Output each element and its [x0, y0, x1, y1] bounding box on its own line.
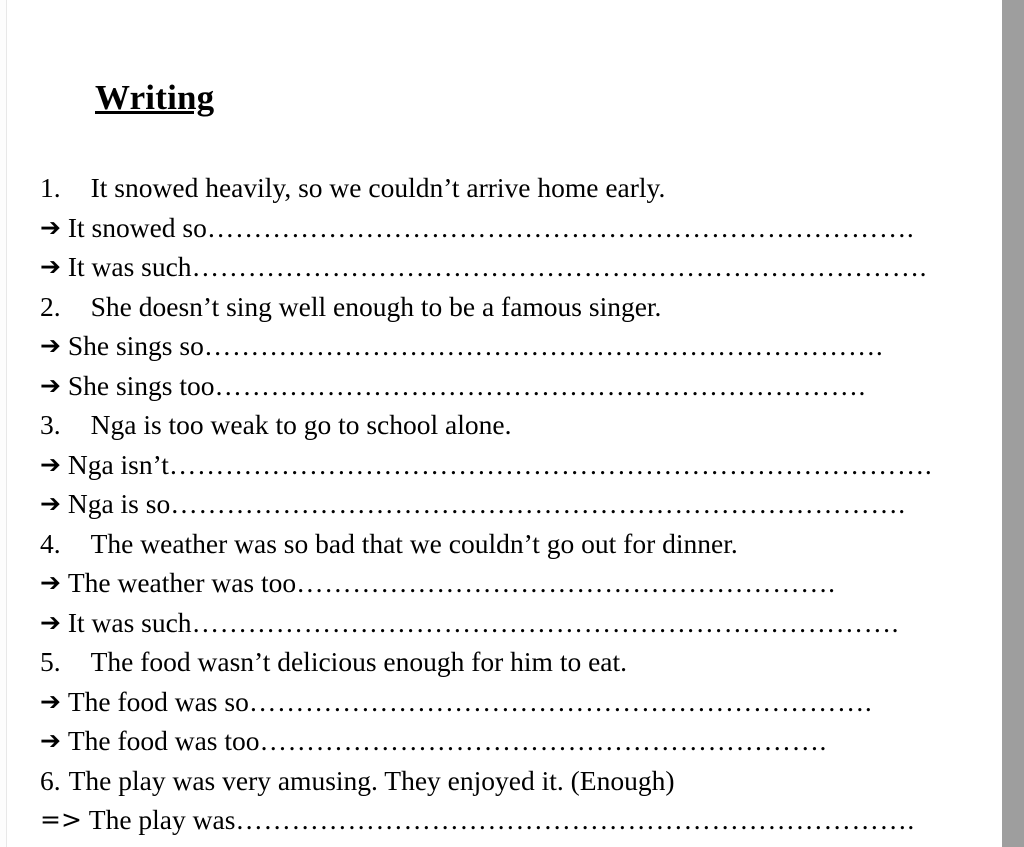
- exercise-answer-blank[interactable]: [40, 484, 1002, 524]
- answer-stem-text: She sings so: [67, 330, 204, 361]
- arrow-icon: ➔: [40, 331, 61, 360]
- marker-gap: [61, 449, 68, 480]
- answer-stem-text: The play was: [88, 804, 236, 835]
- question-number: 1.: [40, 172, 61, 203]
- arrow-icon: ➔: [40, 449, 61, 479]
- exercise-answer-blank[interactable]: [40, 247, 1002, 287]
- answer-dotted-line[interactable]: ……………………………………………………………….: [203, 330, 884, 361]
- exercise-answer-blank[interactable]: [40, 445, 1002, 485]
- exercise-question: [40, 287, 1002, 327]
- question-number: 5.: [40, 646, 61, 677]
- exercise-answer-blank[interactable]: [40, 721, 1002, 761]
- arrow-icon: ➔: [40, 489, 61, 518]
- exercise-question: [40, 405, 1002, 445]
- answer-dotted-line[interactable]: ………………………………………………………….: [248, 685, 873, 717]
- answer-dotted-line[interactable]: ………………………………………………….: [296, 567, 836, 598]
- marker-gap: [61, 725, 68, 756]
- exercise-answer-blank[interactable]: [40, 563, 1002, 603]
- answer-dotted-line[interactable]: ……………………………………………………………….: [235, 804, 915, 835]
- question-indent: [69, 642, 91, 682]
- question-number: 3.: [40, 409, 61, 440]
- arrow-icon: ➔: [40, 726, 61, 755]
- marker-gap: [61, 212, 68, 243]
- exercise-answer-blank[interactable]: [40, 682, 1002, 722]
- document-content: [40, 0, 1002, 847]
- marker-gap: [61, 330, 68, 361]
- marker-gap: [82, 804, 89, 835]
- exercise-answer-blank[interactable]: [40, 208, 1002, 248]
- exercise-question: [40, 524, 1002, 564]
- question-text: The play was very amusing. They enjoyed it. (Enough): [68, 764, 675, 796]
- answer-dotted-line[interactable]: ……………………………………………………………………….: [168, 448, 933, 480]
- question-text: The food wasn’t delicious enough for him to eat.: [90, 646, 628, 677]
- marker-gap: [61, 370, 68, 401]
- answer-stem-text: She sings too: [67, 369, 215, 401]
- answer-stem-text: It was such: [67, 606, 192, 638]
- question-text: The weather was so bad that we couldn’t go out for dinner.: [90, 527, 738, 559]
- exercise-answer-blank[interactable]: [40, 800, 1002, 840]
- answer-dotted-line[interactable]: ………………………………………………………………….: [206, 211, 915, 243]
- question-number: 2.: [40, 290, 61, 322]
- arrow-icon: ➔: [40, 370, 61, 400]
- marker-gap: [61, 488, 68, 519]
- exercise-question: [40, 761, 1002, 801]
- page-right-edge-shadow: [1002, 0, 1024, 847]
- exercise-answer-blank[interactable]: [40, 603, 1002, 643]
- question-text: It snowed heavily, so we couldn’t arrive home early.: [90, 172, 666, 203]
- question-text: She doesn’t sing well enough to be a famous singer.: [90, 290, 662, 322]
- arrow-icon: ➔: [40, 607, 61, 637]
- exercise-answer-blank[interactable]: [40, 366, 1002, 406]
- answer-stem-text: Nga is so: [67, 488, 171, 519]
- answer-dotted-line[interactable]: …………………………………………………………….: [214, 369, 866, 401]
- answer-stem-text: Nga isn’t: [67, 448, 169, 480]
- exercise-list: [40, 168, 1002, 840]
- answer-stem-text: It snowed so: [67, 211, 207, 243]
- question-text: Nga is too weak to go to school alone.: [90, 409, 512, 440]
- answer-dotted-line[interactable]: ………………………………………………………………….: [191, 606, 899, 638]
- answer-dotted-line[interactable]: …………………………………………………………………….: [191, 251, 927, 282]
- marker-gap: [61, 686, 68, 717]
- marker-gap: [61, 567, 68, 598]
- answer-stem-text: The food was so: [67, 685, 249, 717]
- marker-gap: [61, 607, 68, 638]
- page-title: Writing: [95, 78, 215, 117]
- exercise-question: [40, 642, 1002, 682]
- exercise-question: [40, 168, 1002, 208]
- answer-stem-text: It was such: [67, 251, 192, 282]
- answer-stem-text: The weather was too: [67, 567, 297, 598]
- question-number: 6.: [40, 764, 61, 796]
- answer-dotted-line[interactable]: …………………………………………………………………….: [170, 488, 906, 519]
- question-indent: [69, 287, 91, 327]
- arrow-icon: ➔: [40, 568, 61, 597]
- question-indent: [69, 524, 91, 564]
- arrow-icon: ➔: [40, 212, 61, 242]
- marker-gap: [61, 251, 68, 282]
- question-indent: [69, 168, 91, 208]
- exercise-answer-blank[interactable]: [40, 326, 1002, 366]
- question-number: 4.: [40, 527, 61, 559]
- question-indent: [69, 405, 91, 445]
- arrow-icon: ➔: [40, 252, 61, 281]
- arrow-icon: ➔: [40, 686, 61, 716]
- page-left-edge: [0, 0, 7, 847]
- answer-dotted-line[interactable]: …………………………………………………….: [259, 725, 827, 756]
- arrow-icon: =>: [40, 805, 82, 834]
- answer-stem-text: The food was too: [67, 725, 260, 756]
